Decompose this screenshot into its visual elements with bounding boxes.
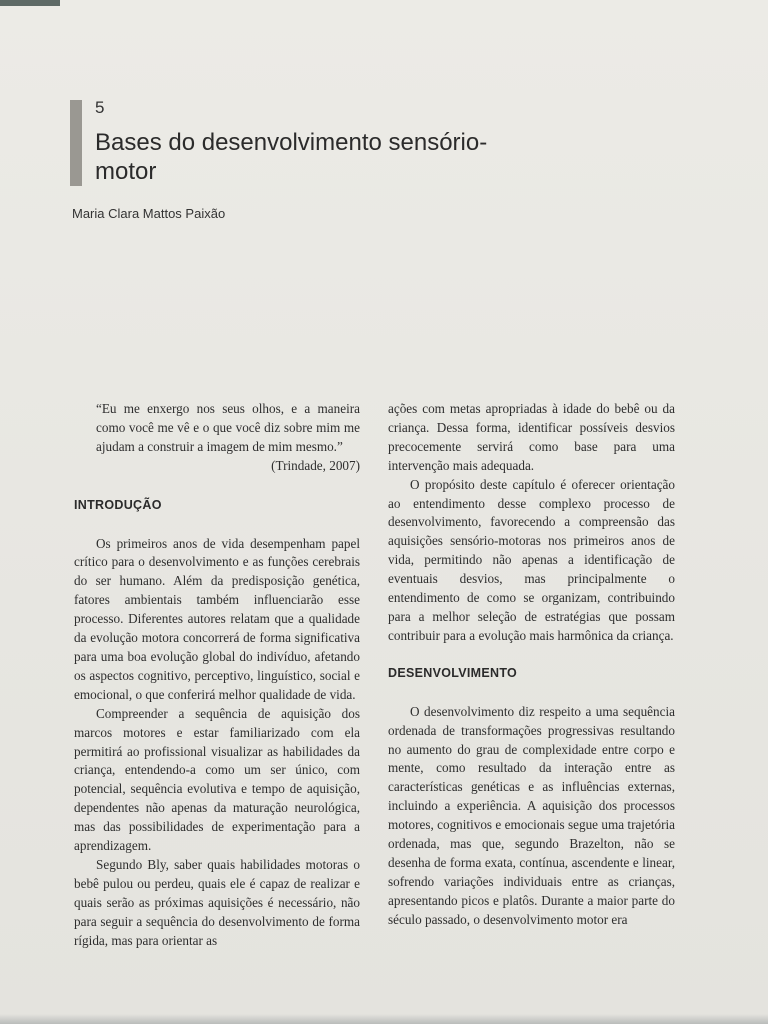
page-bottom-edge (0, 1014, 768, 1024)
chapter-number: 5 (95, 98, 105, 117)
section-heading-introducao: INTRODUÇÃO (74, 497, 162, 512)
paragraph-desenvolvimento-1: O desenvolvimento diz respeito a uma sequência ordenada de transformações progressivas resultando no aumento do grau de complexidade entre corpo e mente, como resultado da interação entre as características genéticas e as influências externas, incluindo a experiência. A aquisição dos processos motores, cognitivos e emocionais segue uma trajetória ordenada, mas que, segundo Brazelton, não se desenha de forma exata, contínua, ascendente e linear, sofrendo variações individuais entre as crianças, apresentando picos e platôs. Durante a maior parte do século passado, o desenvolvimento motor era (388, 703, 675, 927)
paragraph-intro-1: Os primeiros anos de vida desempenham papel crítico para o desenvolvimento e as funções cerebrais do ser humano. Além da predisposição genética, fatores ambientais também influenciarão esse processo. Diferentes autores relatam que a qualidade da evolução motora concorrerá de forma significativa para uma boa evolução global do indivíduo, afetando os aspectos cognitivo, perceptivo, linguístico, social e emocional, o que conferirá melhor qualidade de vida. (74, 535, 360, 702)
paragraph-intro-4: O propósito deste capítulo é oferecer orientação ao entendimento desse complexo processo de desenvolvimento, favorecendo a compreensão das aquisições sensório-motoras nos primeiros anos de vida, permitindo não apenas a identificação de eventuais desvios, mas principalmente o entendimento de como se organizam, contribuindo para a melhor seleção de estratégias que possam contribuir para a evolução mais harmônica da criança. (388, 476, 675, 643)
epigraph (74, 400, 360, 476)
left-column (74, 400, 360, 950)
epigraph-source: (Trindade, 2007) (271, 457, 360, 473)
chapter-marker-bar (70, 100, 82, 186)
right-column (388, 400, 675, 930)
chapter-author: Maria Clara Mattos Paixão (72, 206, 226, 221)
paragraph-intro-3: Segundo Bly, saber quais habilidades motoras o bebê pulou ou perdeu, quais ele é capaz de realizar e quais serão as próximas aquisições é necessário, não para seguir a sequência do desenvolvimento de forma rígida, mas para orientar as (74, 856, 360, 948)
paragraph-intro-continuation: ações com metas apropriadas à idade do bebê ou da criança. Dessa forma, identificar possíveis desvios precocemente servirá como base para uma intervenção mais adequada. (388, 401, 675, 473)
paragraph-intro-2: Compreender a sequência de aquisição dos marcos motores e estar familiarizado com ela permitirá ao profissional visualizar as habilidades da criança, entendendo-a como um ser único, com potencial, sequência evolutiva e tempo de aquisição, dependentes não apenas da maturação neurológica, mas das possibilidades de experimentação para a aprendizagem. (74, 705, 360, 854)
section-heading-desenvolvimento: DESENVOLVIMENTO (388, 665, 518, 680)
epigraph-quote: “Eu me enxergo nos seus olhos, e a maneira como você me vê e o que você diz sobre mim me ajudam a construir a imagem de mim mesmo.” (96, 401, 360, 454)
chapter-title: Bases do desenvolvimento sensório-motor (95, 129, 488, 185)
page-corner-shadow (0, 0, 60, 6)
